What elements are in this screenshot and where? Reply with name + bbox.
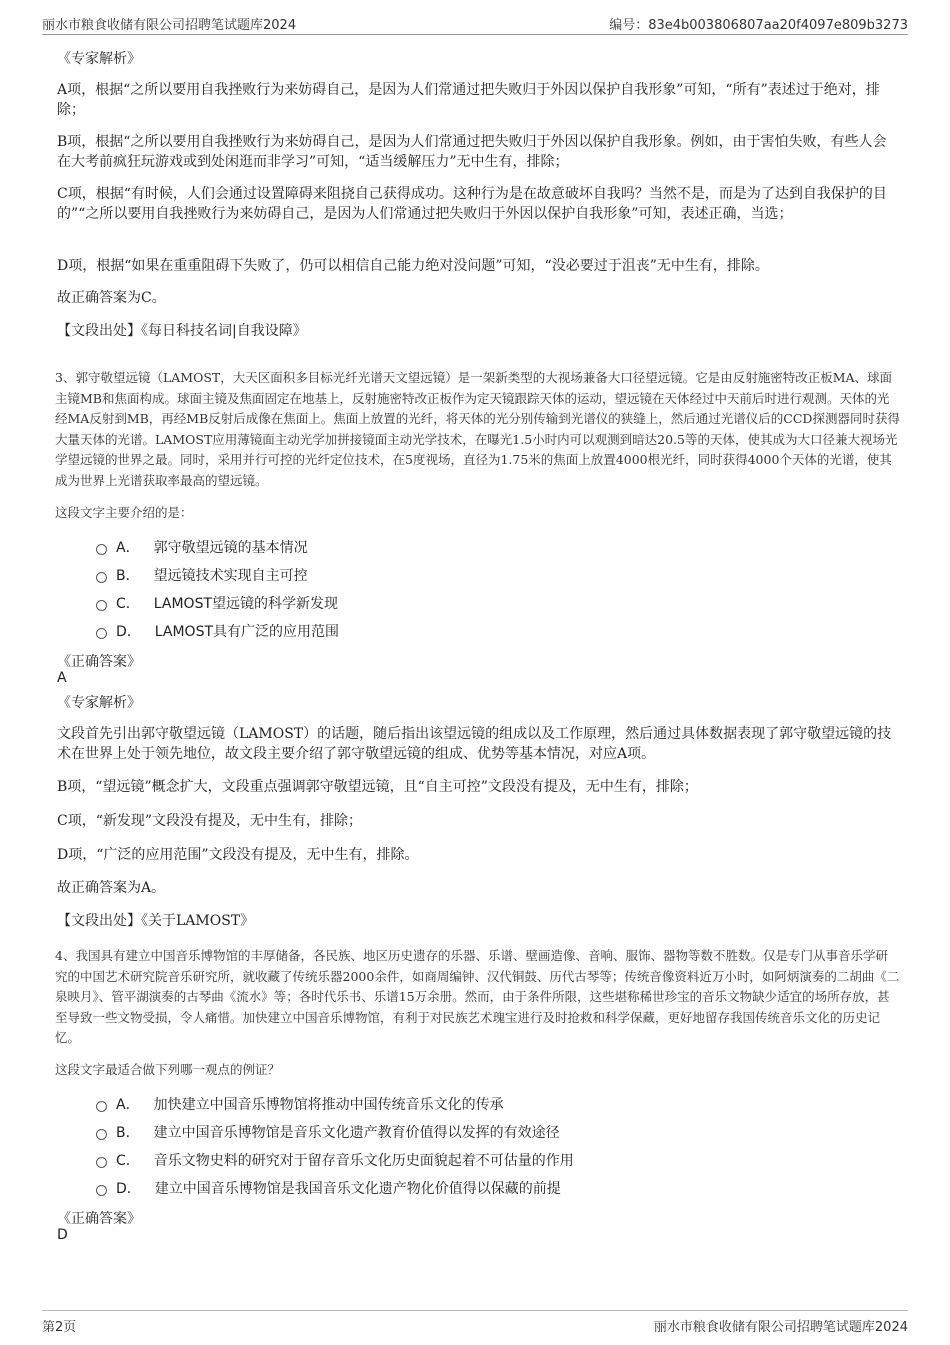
page-number: 第2页 bbox=[42, 1320, 77, 1335]
q3-analysis-c: C项，“新发现”文段没有提及，无中生有，排除； bbox=[57, 813, 363, 829]
header-title: 丽水市粮食收储有限公司招聘笔试题库2024 bbox=[42, 18, 297, 33]
q4-answer: D bbox=[57, 1227, 68, 1243]
radio-icon[interactable] bbox=[96, 1185, 107, 1196]
q3-option-b[interactable]: B． 望远镜技术实现自主可控 bbox=[96, 564, 308, 586]
q3-answer-label: 《正确答案》 bbox=[57, 654, 141, 670]
q2-analysis-title: 《专家解析》 bbox=[57, 51, 141, 67]
q4-stem: 4、我国具有建立中国音乐博物馆的丰厚储备，各民族、地区历史遗存的乐器、乐谱、壁画造像、音响、服饰、器物等数不胜数。仅是专门从事音乐学研究的中国艺术研究院音乐研究所，就收藏了传统乐器2000余件，如商周编钟、汉代铜鼓、历代古琴等；传统音像资料近万小时，如阿炳演奏的二胡曲《二泉映月》、管平湖演奏的古琴曲《流水》等；各时代乐书、乐谱15万余册。然而，由于条件所限，这些堪称稀世珍宝的音乐文物缺少适宜的场所存放，甚至导致一些文物受损，令人痛惜。加快建立中国音乐博物馆，有利于对民族艺术瑰宝进行及时抢救和科学保藏，更好地留存我国传统音乐文化的历史记忆。 bbox=[55, 948, 900, 1045]
q4-question: 这段文字最适合做下列哪一观点的例证？ bbox=[55, 1062, 281, 1077]
q4-option-b[interactable]: B． 建立中国音乐博物馆是音乐文化遗产教育价值得以发挥的有效途径 bbox=[96, 1121, 560, 1143]
radio-icon[interactable] bbox=[96, 1101, 107, 1112]
q2-analysis-d: D项，根据“如果在重重阻碍下失败了，仍可以相信自己能力绝对没问题”可知，“没必要过于沮丧”无中生有，排除。 bbox=[57, 258, 769, 274]
header-serial-number: 编号：83e4b003806807aa20f4097e809b3273 bbox=[609, 18, 908, 33]
q3-conclusion: 故正确答案为A。 bbox=[57, 880, 166, 896]
q4-option-c[interactable]: C． 音乐文物史料的研究对于留存音乐文化历史面貌起着不可估量的作用 bbox=[96, 1149, 574, 1171]
q3-analysis-main: 文段首先引出郭守敬望远镜（LAMOST）的话题，随后指出该望远镜的组成以及工作原理，然后通过具体数据表现了郭守敬望远镜的技术在世界上处于领先地位，故文段主要介绍了郭守敬望远镜的组成、优势等基本情况，对应A项。 bbox=[57, 726, 892, 762]
q2-analysis-c: C项，根据“有时候，人们会通过设置障碍来阻挠自己获得成功。这种行为是在故意破坏自我吗？当然不是，而是为了达到自我保护的目的”“之所以要用自我挫败行为来妨碍自己，是因为人们常通过把失败归于外因以保护自我形象”可知，表述正确，当选； bbox=[57, 186, 887, 222]
q3-analysis-d: D项，“广泛的应用范围”文段没有提及，无中生有，排除。 bbox=[57, 847, 419, 863]
q3-stem: 3、郭守敬望远镜（LAMOST，大天区面积多目标光纤光谱天文望远镜）是一架新类型的大视场兼备大口径望远镜。它是由反射施密特改正板MA、球面主镜MB和焦面构成。球面主镜及焦面固定在地基上，反射施密特改正板作为定天镜跟踪天体的运动，望远镜在天体经过中天前后时进行观测。天体的光经MA反射到MB，再经MB反射后成像在焦面上。焦面上放置的光纤，将天体的光分别传输到光谱仪的狭缝上，然后通过光谱仪后的CCD探测器同时获得大量天体的光谱。LAMOST应用薄镜面主动光学加拼接镜面主动光学技术，在曝光1.5小时内可以观测到暗达20.5等的天体，使其成为大口径兼大视场光学望远镜的世界之最。同时，采用并行可控的光纤定位技术，在5度视场，直径为1.75米的焦面上放置4000根光纤，同时获得4000个天体的光谱，使其成为世界上光谱获取率最高的望远镜。 bbox=[55, 370, 900, 488]
radio-icon[interactable] bbox=[96, 1157, 107, 1168]
q3-analysis-title: 《专家解析》 bbox=[57, 695, 141, 711]
q3-option-c[interactable]: C． LAMOST望远镜的科学新发现 bbox=[96, 592, 338, 614]
radio-icon[interactable] bbox=[96, 1129, 107, 1140]
radio-icon[interactable] bbox=[96, 572, 107, 583]
q2-source: 【文段出处】《每日科技名词|自我设障》 bbox=[57, 323, 307, 339]
q3-question: 这段文字主要介绍的是： bbox=[55, 505, 193, 520]
q3-answer: A bbox=[57, 670, 67, 686]
q4-option-a[interactable]: A． 加快建立中国音乐博物馆将推动中国传统音乐文化的传承 bbox=[96, 1093, 504, 1115]
q2-conclusion: 故正确答案为C。 bbox=[57, 290, 166, 306]
q2-analysis-b: B项，根据“之所以要用自我挫败行为来妨碍自己，是因为人们常通过把失败归于外因以保护自我形象。例如，由于害怕失败，有些人会在大考前疯狂玩游戏或到处闲逛而非学习”可知，“适当缓解压力”无中生有，排除； bbox=[57, 134, 887, 170]
q2-analysis-a: A项，根据“之所以要用自我挫败行为来妨碍自己，是因为人们常通过把失败归于外因以保护自我形象”可知，“所有”表述过于绝对，排除； bbox=[57, 82, 880, 118]
page-header bbox=[42, 10, 908, 35]
q3-source: 【文段出处】《关于LAMOST》 bbox=[57, 913, 255, 929]
footer-title: 丽水市粮食收储有限公司招聘笔试题库2024 bbox=[653, 1320, 908, 1335]
q3-option-d[interactable]: D． LAMOST具有广泛的应用范围 bbox=[96, 620, 339, 642]
q3-analysis-b: B项，“望远镜”概念扩大，文段重点强调郭守敬望远镜，且“自主可控”文段没有提及，无中生有，排除； bbox=[57, 779, 698, 795]
radio-icon[interactable] bbox=[96, 544, 107, 555]
q4-answer-label: 《正确答案》 bbox=[57, 1211, 141, 1227]
page-footer bbox=[42, 1310, 908, 1337]
q4-option-d[interactable]: D． 建立中国音乐博物馆是我国音乐文化遗产物化价值得以保藏的前提 bbox=[96, 1177, 561, 1199]
radio-icon[interactable] bbox=[96, 600, 107, 611]
q3-option-a[interactable]: A． 郭守敬望远镜的基本情况 bbox=[96, 536, 308, 558]
radio-icon[interactable] bbox=[96, 628, 107, 639]
